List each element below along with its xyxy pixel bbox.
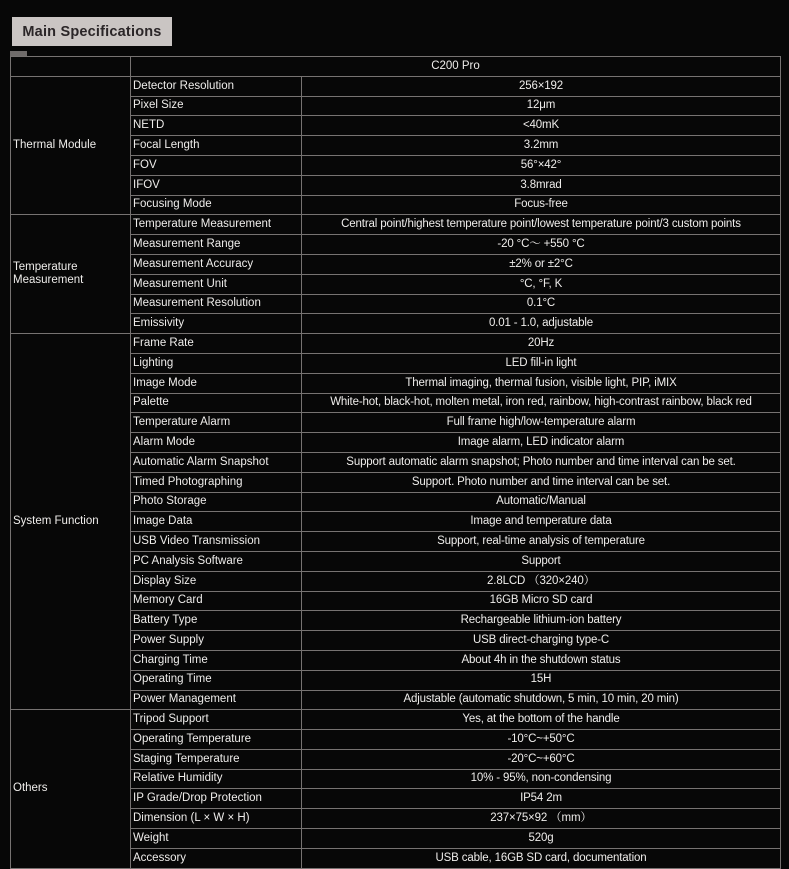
spec-value: Support automatic alarm snapshot; Photo number and time interval can be set.: [302, 452, 781, 472]
category-cell: Thermal Module: [11, 76, 131, 215]
spec-label: Temperature Measurement: [131, 215, 302, 235]
spec-value: 10% - 95%, non-condensing: [302, 769, 781, 789]
spec-value: About 4h in the shutdown status: [302, 650, 781, 670]
spec-row: [11, 334, 781, 354]
spec-label: Image Mode: [131, 373, 302, 393]
spec-value: USB direct-charging type-C: [302, 631, 781, 651]
spec-label: IFOV: [131, 175, 302, 195]
category-cell: System Function: [11, 334, 131, 710]
spec-value: -10°C~+50°C: [302, 730, 781, 750]
spec-label: Power Supply: [131, 631, 302, 651]
spec-value: Support. Photo number and time interval can be set.: [302, 472, 781, 492]
spec-label: Lighting: [131, 353, 302, 373]
spec-value: 3.2mm: [302, 136, 781, 156]
spec-label: Temperature Alarm: [131, 413, 302, 433]
spec-label: Charging Time: [131, 650, 302, 670]
spec-value: -20 °C～ +550 °C: [302, 235, 781, 255]
spec-label: Tripod Support: [131, 710, 302, 730]
spec-table: [10, 56, 781, 869]
spec-label: PC Analysis Software: [131, 551, 302, 571]
spec-label: Memory Card: [131, 591, 302, 611]
spec-label: Weight: [131, 829, 302, 849]
spec-label: Emissivity: [131, 314, 302, 334]
spec-value: IP54 2m: [302, 789, 781, 809]
spec-value: <40mK: [302, 116, 781, 136]
spec-value: 520g: [302, 829, 781, 849]
spec-row: [11, 76, 781, 96]
spec-value: °C, °F, K: [302, 274, 781, 294]
spec-value: Central point/highest temperature point/lowest temperature point/3 custom points: [302, 215, 781, 235]
spec-value: 16GB Micro SD card: [302, 591, 781, 611]
spec-value: 12μm: [302, 96, 781, 116]
spec-label: Accessory: [131, 848, 302, 868]
spec-value: 56°×42°: [302, 155, 781, 175]
category-cell: Others: [11, 710, 131, 868]
spec-label: Operating Temperature: [131, 730, 302, 750]
table-header-row: [11, 57, 781, 77]
spec-label: Automatic Alarm Snapshot: [131, 452, 302, 472]
spec-value: 20Hz: [302, 334, 781, 354]
spec-value: Support, real-time analysis of temperature: [302, 532, 781, 552]
spec-label: Detector Resolution: [131, 76, 302, 96]
spec-label: Operating Time: [131, 670, 302, 690]
spec-value: -20°C~+60°C: [302, 749, 781, 769]
spec-label: USB Video Transmission: [131, 532, 302, 552]
spec-label: Measurement Resolution: [131, 294, 302, 314]
spec-label: Focusing Mode: [131, 195, 302, 215]
spec-label: Photo Storage: [131, 492, 302, 512]
spec-value: White-hot, black-hot, molten metal, iron red, rainbow, high-contrast rainbow, black red: [302, 393, 781, 413]
spec-value: Adjustable (automatic shutdown, 5 min, 10 min, 20 min): [302, 690, 781, 710]
spec-value: 3.8mrad: [302, 175, 781, 195]
spec-label: Focal Length: [131, 136, 302, 156]
page-title-label: Main Specifications: [22, 23, 162, 40]
spec-value: USB cable, 16GB SD card, documentation: [302, 848, 781, 868]
product-name-cell: C200 Pro: [131, 57, 781, 77]
spec-label: Display Size: [131, 571, 302, 591]
spec-value: Yes, at the bottom of the handle: [302, 710, 781, 730]
spec-label: Palette: [131, 393, 302, 413]
spec-label: Relative Humidity: [131, 769, 302, 789]
spec-value: LED fill-in light: [302, 353, 781, 373]
header-empty-cell: [11, 57, 131, 77]
spec-value: 237×75×92 （mm）: [302, 809, 781, 829]
spec-value: Image and temperature data: [302, 512, 781, 532]
spec-value: 0.01 - 1.0, adjustable: [302, 314, 781, 334]
spec-label: Measurement Accuracy: [131, 254, 302, 274]
spec-label: Battery Type: [131, 611, 302, 631]
spec-value: Focus-free: [302, 195, 781, 215]
spec-label: FOV: [131, 155, 302, 175]
spec-value: 2.8LCD （320×240）: [302, 571, 781, 591]
spec-value: 15H: [302, 670, 781, 690]
spec-value: ±2% or ±2°C: [302, 254, 781, 274]
spec-label: Power Management: [131, 690, 302, 710]
spec-value: 256×192: [302, 76, 781, 96]
spec-value: Rechargeable lithium-ion battery: [302, 611, 781, 631]
page-title: [12, 17, 172, 46]
category-cell: Temperature Measurement: [11, 215, 131, 334]
spec-label: Dimension (L × W × H): [131, 809, 302, 829]
spec-label: Measurement Unit: [131, 274, 302, 294]
spec-row: [11, 215, 781, 235]
spec-label: IP Grade/Drop Protection: [131, 789, 302, 809]
spec-value: Automatic/Manual: [302, 492, 781, 512]
spec-label: Image Data: [131, 512, 302, 532]
spec-row: [11, 710, 781, 730]
spec-label: Pixel Size: [131, 96, 302, 116]
spec-value: Full frame high/low-temperature alarm: [302, 413, 781, 433]
spec-label: Alarm Mode: [131, 433, 302, 453]
spec-value: Thermal imaging, thermal fusion, visible light, PIP, iMIX: [302, 373, 781, 393]
spec-label: NETD: [131, 116, 302, 136]
spec-label: Frame Rate: [131, 334, 302, 354]
spec-value: Image alarm, LED indicator alarm: [302, 433, 781, 453]
spec-value: 0.1°C: [302, 294, 781, 314]
spec-label: Staging Temperature: [131, 749, 302, 769]
spec-label: Measurement Range: [131, 235, 302, 255]
spec-value: Support: [302, 551, 781, 571]
spec-label: Timed Photographing: [131, 472, 302, 492]
